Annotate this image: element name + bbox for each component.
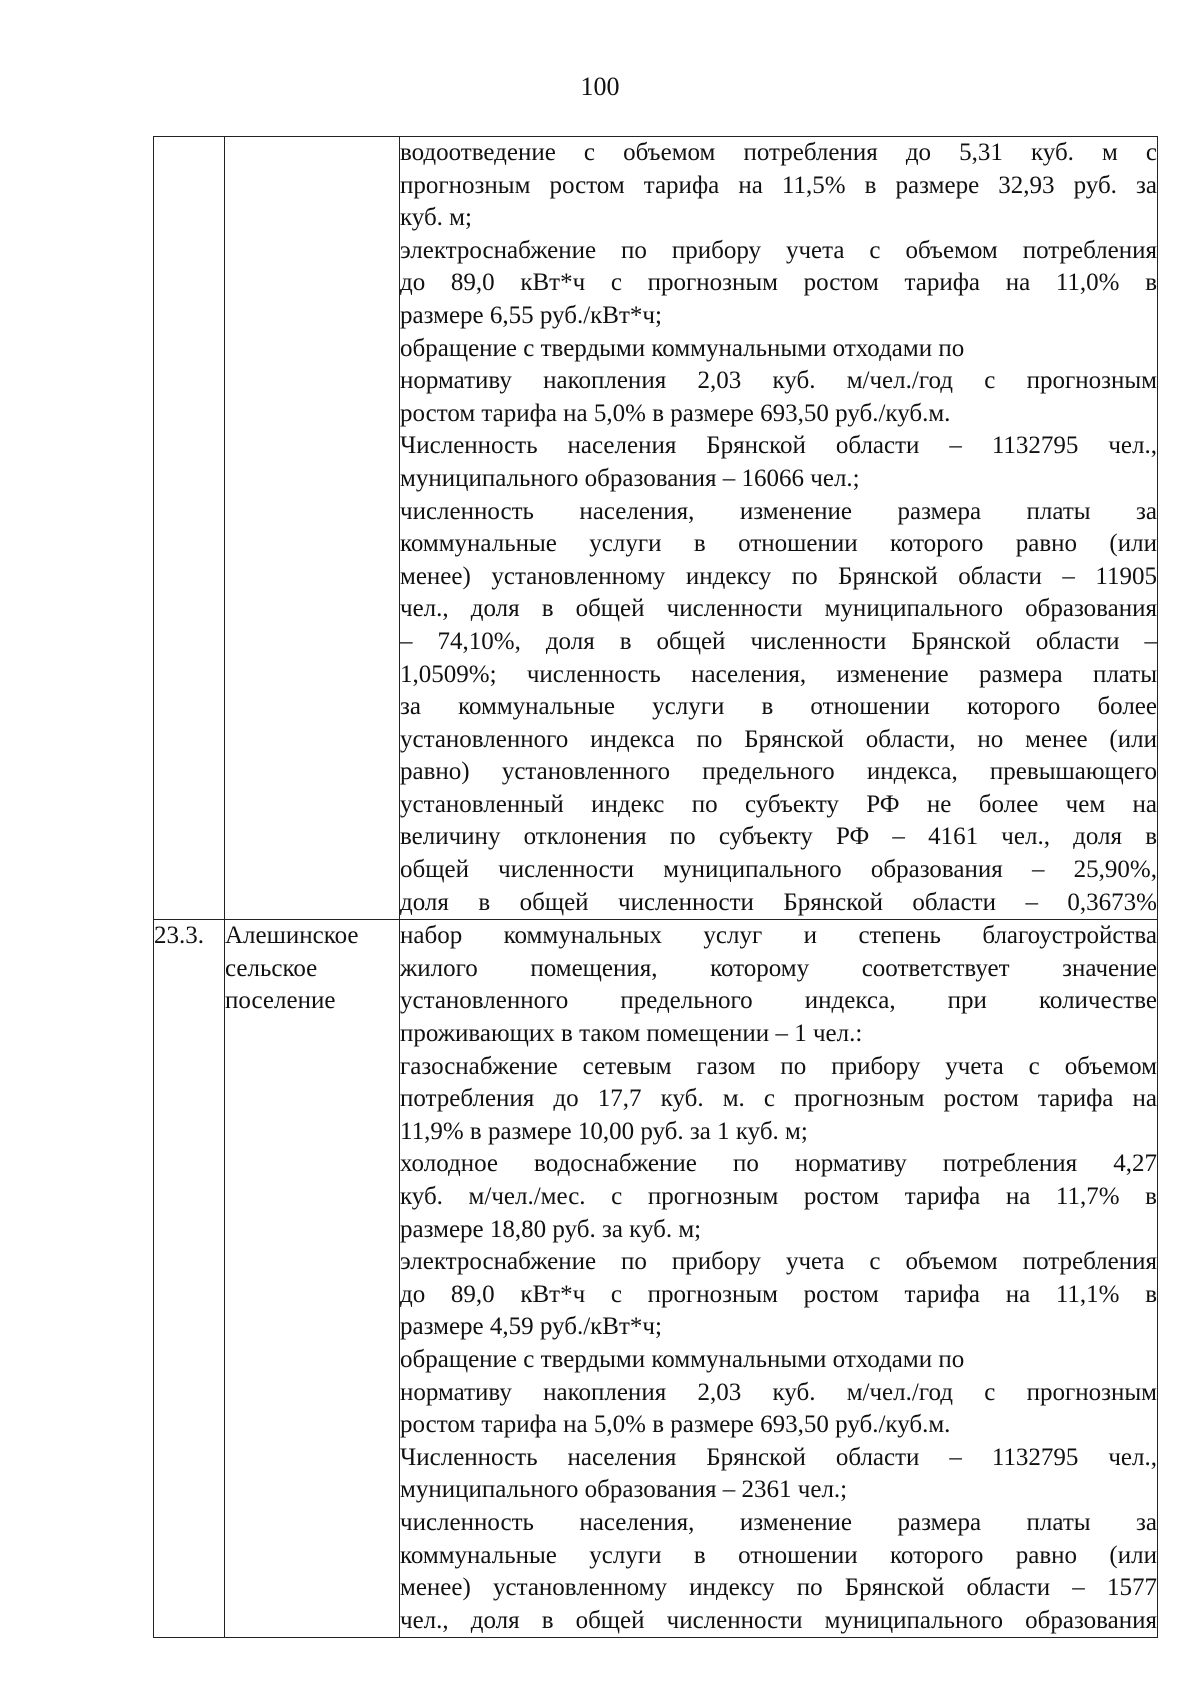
description-line: куб. м/чел./мес. с прогнозным ростом тарифа на 11,7% в xyxy=(400,1183,1157,1210)
description-line: электроснабжение по прибору учета с объемом потребления xyxy=(400,236,1157,264)
description-line: ростом тарифа на 5,0% в размере 693,50 руб./куб.м. xyxy=(400,399,951,427)
table-body xyxy=(154,137,1158,1638)
table-row xyxy=(154,920,1158,1638)
table-row xyxy=(154,137,1158,920)
description-line: – 74,10%, доля в общей численности Брянской области – xyxy=(400,627,1157,655)
description-cell xyxy=(400,920,1158,1638)
description-cell xyxy=(400,137,1158,920)
description-line: набор коммунальных услуг и степень благоустройства xyxy=(400,922,1157,950)
description-line: установленного индекса по Брянской области, но менее (или xyxy=(400,725,1157,753)
description-line: холодное водоснабжение по нормативу потребления 4,27 xyxy=(400,1150,1157,1178)
municipality-name-cell xyxy=(225,137,400,920)
description-line: проживающих в таком помещении – 1 чел.: xyxy=(400,1020,863,1048)
description-line: чел., доля в общей численности муниципального образования xyxy=(400,1606,1157,1634)
description-line: обращение с твердыми коммунальными отходами по xyxy=(400,1345,965,1373)
row-number-cell xyxy=(154,920,225,1638)
description-line: размере 4,59 руб./кВт*ч; xyxy=(400,1313,662,1341)
description-line: менее) установленному индексу по Брянской области – 1577 xyxy=(400,1574,1157,1602)
description-line: до 89,0 кВт*ч с прогнозным ростом тарифа на 11,1% в xyxy=(400,1280,1157,1308)
description-line: численность населения, изменение размера платы за xyxy=(400,497,1157,525)
description-line: менее) установленному индексу по Брянской области – 11905 xyxy=(400,562,1157,590)
description-line: до 89,0 кВт*ч с прогнозным ростом тарифа на 11,0% в xyxy=(400,269,1157,297)
description-line: ростом тарифа на 5,0% в размере 693,50 руб./куб.м. xyxy=(400,1411,951,1439)
description-line: водоотведение с объемом потребления до 5,31 куб. м с xyxy=(400,139,1157,166)
description-line: потребления до 17,7 куб. м. с прогнозным ростом тарифа на xyxy=(400,1085,1157,1113)
description-line: 11,9% в размере 10,00 руб. за 1 куб. м; xyxy=(400,1117,808,1145)
description-line: коммунальные услуги в отношении которого равно (или xyxy=(400,1541,1157,1569)
description-line: доля в общей численности Брянской области – 0,3673% xyxy=(400,888,1157,916)
description-line: величину отклонения по субъекту РФ – 4161 чел., доля в xyxy=(400,823,1157,851)
description-line: равно) установленного предельного индекса, превышающего xyxy=(400,758,1157,786)
municipal-tariff-table xyxy=(153,136,1158,1638)
description-line: установленного предельного индекса, при количестве xyxy=(400,987,1157,1015)
description-line: установленный индекс по субъекту РФ не более чем на xyxy=(400,790,1157,818)
description-line: Численность населения Брянской области – 1132795 чел., xyxy=(400,1443,1157,1471)
description-line: куб. м; xyxy=(400,204,472,232)
description-line: размере 18,80 руб. за куб. м; xyxy=(400,1215,702,1243)
description-line: размере 6,55 руб./кВт*ч; xyxy=(400,301,662,329)
description-line: 1,0509%; численность населения, изменение размера платы xyxy=(400,660,1157,688)
description-line: газоснабжение сетевым газом по прибору учета с объемом xyxy=(400,1052,1157,1080)
municipality-name-line: поселение xyxy=(225,987,336,1015)
municipality-name-line: Алешинское xyxy=(225,922,359,950)
description-line: электроснабжение по прибору учета с объемом потребления xyxy=(400,1248,1157,1276)
description-line: нормативу накопления 2,03 куб. м/чел./год с прогнозным xyxy=(400,1378,1157,1406)
description-line: нормативу накопления 2,03 куб. м/чел./год с прогнозным xyxy=(400,367,1157,395)
municipality-name-line: сельское xyxy=(225,954,318,982)
description-line: Численность населения Брянской области – 1132795 чел., xyxy=(400,432,1157,460)
page-number: 100 xyxy=(580,72,620,101)
description-line: муниципального образования – 16066 чел.; xyxy=(400,464,860,492)
description-line: прогнозным ростом тарифа на 11,5% в размере 32,93 руб. за xyxy=(400,171,1157,199)
description-line: муниципального образования – 2361 чел.; xyxy=(400,1476,848,1504)
description-line: чел., доля в общей численности муниципального образования xyxy=(400,595,1157,623)
description-line: обращение с твердыми коммунальными отходами по xyxy=(400,334,965,362)
description-line: численность населения, изменение размера платы за xyxy=(400,1508,1157,1536)
municipality-name-cell xyxy=(225,920,400,1638)
description-line: общей численности муниципального образования – 25,90%, xyxy=(400,856,1157,884)
description-line: за коммунальные услуги в отношении которого более xyxy=(400,693,1157,721)
description-line: жилого помещения, которому соответствует значение xyxy=(400,954,1157,982)
row-number-cell xyxy=(154,137,225,920)
row-number: 23.3. xyxy=(154,922,204,950)
description-line: коммунальные услуги в отношении которого равно (или xyxy=(400,530,1157,558)
